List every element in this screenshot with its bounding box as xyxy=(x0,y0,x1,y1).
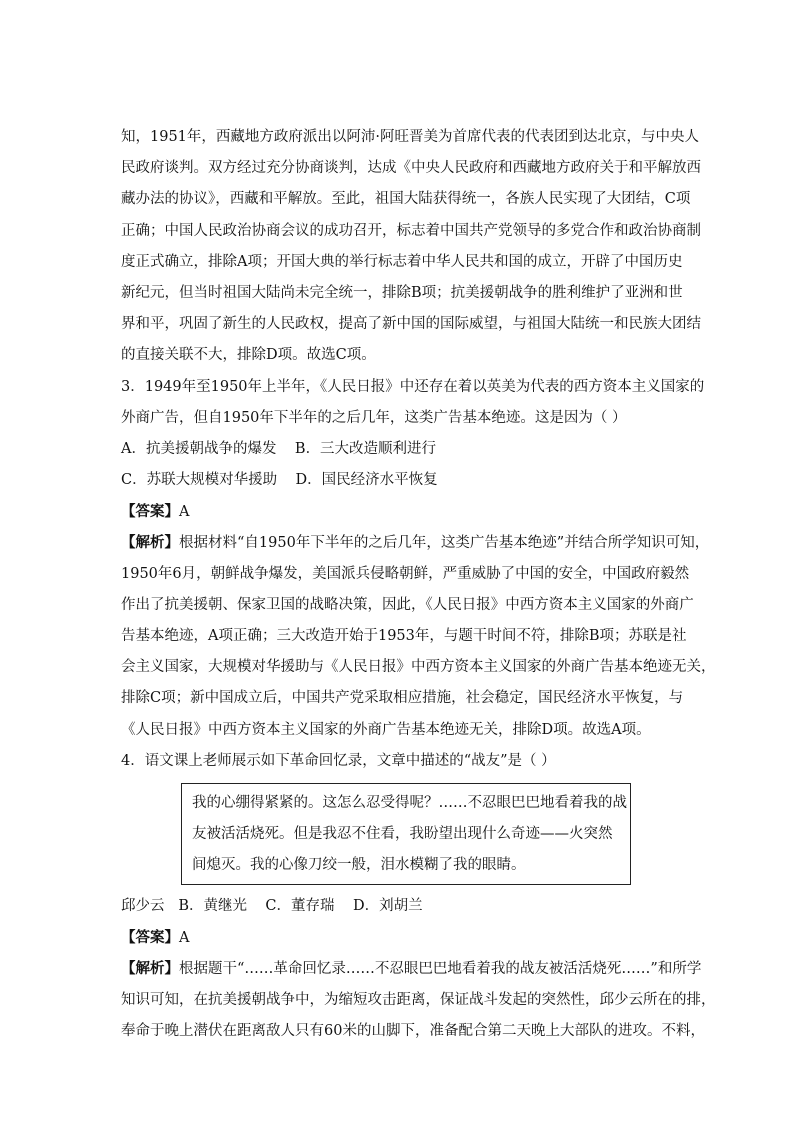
answer-value: A xyxy=(179,930,190,947)
analysis-line: 告基本绝迹，A项正确；三大改造开始于1953年，与题干时间不符，排除B项；苏联是社 xyxy=(121,628,687,644)
text-line: 藏办法的协议》，西藏和平解放。至此，祖国大陆获得统一，各族人民实现了大团结，C项 xyxy=(121,191,691,208)
quote-line: 间熄灭。我的心像刀绞一般，泪水模糊了我的眼睛。 xyxy=(192,857,526,874)
analysis-line xyxy=(121,953,702,984)
analysis-line: 奉命于晚上潜伏在距离敌人只有60米的山脚下，准备配合第二天晚上大部队的进攻。不料， xyxy=(121,1022,705,1039)
text-line: 民政府谈判。双方经过充分协商谈判，达成《中央人民政府和西藏地方政府关于和平解放西 xyxy=(121,160,701,177)
analysis-text: 根据材料“自1950年下半年的之后几年，这类广告基本绝迹”并结合所学知识可知， xyxy=(179,535,710,552)
analysis-label: 【解析】 xyxy=(121,534,179,552)
analysis-line xyxy=(121,527,710,558)
analysis-line: 排除C项；新中国成立后，中国共产党采取相应措施，社会稳定，国民经济水平恢复，与 xyxy=(121,690,684,707)
question-4 xyxy=(121,746,716,1047)
text-line: 度正式确立，排除A项；开国大典的举行标志着中华人民共和国的成立，开辟了中国历史 xyxy=(121,253,683,270)
question-stem-line: 3．1949年至1950年上半年，《人民日报》中还存在着以英美为代表的西方资本主义国家的 xyxy=(121,378,705,395)
analysis-line: 《人民日报》中西方资本主义国家的外商广告基本绝迹无关，排除D项。故选A项。 xyxy=(121,721,651,738)
text-line: 界和平，巩固了新生的人民政权，提高了新中国的国际威望，与祖国大陆统一和民族大团结 xyxy=(121,316,701,333)
analysis-line: 作出了抗美援朝、保家卫国的战略决策，因此，《人民日报》中西方资本主义国家的外商广 xyxy=(121,596,694,613)
answer-label: 【答案】 xyxy=(121,929,179,947)
answer-line xyxy=(121,922,681,953)
memoir-quote-box xyxy=(181,783,631,885)
question-options-line: A．抗美援朝战争的爆发 B．三大改造顺利进行 xyxy=(121,440,437,457)
question-options-line: 邱少云 B．黄继光 C．董存瑞 D．刘胡兰 xyxy=(121,897,423,914)
question-options-line: C．苏联大规模对华援助 D．国民经济水平恢复 xyxy=(121,472,438,489)
text-line: 正确；中国人民政治协商会议的成功召开，标志着中国共产党领导的多党合作和政治协商制 xyxy=(121,222,701,239)
answer-line xyxy=(121,496,681,527)
question-stem-line: 4．语文课上老师展示如下革命回忆录，文章中描述的“战友”是（ ） xyxy=(121,752,556,769)
document-content xyxy=(121,122,716,1047)
text-line: 知，1951年，西藏地方政府派出以阿沛·阿旺晋美为首席代表的代表团到达北京，与中央人 xyxy=(121,129,700,145)
text-line: 的直接关联不大，排除D项。故选C项。 xyxy=(121,347,376,364)
text-line: 新纪元，但当时祖国大陆尚未完全统一，排除B项；抗美援朝战争的胜利维护了亚洲和世 xyxy=(121,284,683,301)
analysis-line: 知识可知，在抗美援朝战争中，为缩短攻击距离，保证战斗发起的突然性，邱少云所在的排， xyxy=(121,991,716,1008)
quote-line: 我的心绷得紧紧的。这怎么忍受得呢？……不忍眼巴巴地看着我的战 xyxy=(192,794,627,811)
answer-label: 【答案】 xyxy=(121,503,179,521)
analysis-label: 【解析】 xyxy=(121,960,179,978)
q2-explanation-continuation xyxy=(121,122,701,372)
question-3 xyxy=(121,372,716,746)
quote-line: 友被活活烧死。但是我忍不住看，我盼望出现什么奇迹——火突然 xyxy=(192,826,613,843)
question-stem-line: 外商广告，但自1950年下半年的之后几年，这类广告基本绝迹。这是因为（ ） xyxy=(121,409,627,426)
analysis-line: 1950年6月，朝鲜战争爆发，美国派兵侵略朝鲜，严重威胁了中国的安全，中国政府毅然 xyxy=(121,565,690,582)
analysis-line: 会主义国家，大规模对华援助与《人民日报》中西方资本主义国家的外商广告基本绝迹无关， xyxy=(121,659,716,676)
analysis-text: 根据题干“……革命回忆录……不忍眼巴巴地看着我的战友被活活烧死……”和所学 xyxy=(179,961,702,978)
answer-value: A xyxy=(179,504,190,521)
